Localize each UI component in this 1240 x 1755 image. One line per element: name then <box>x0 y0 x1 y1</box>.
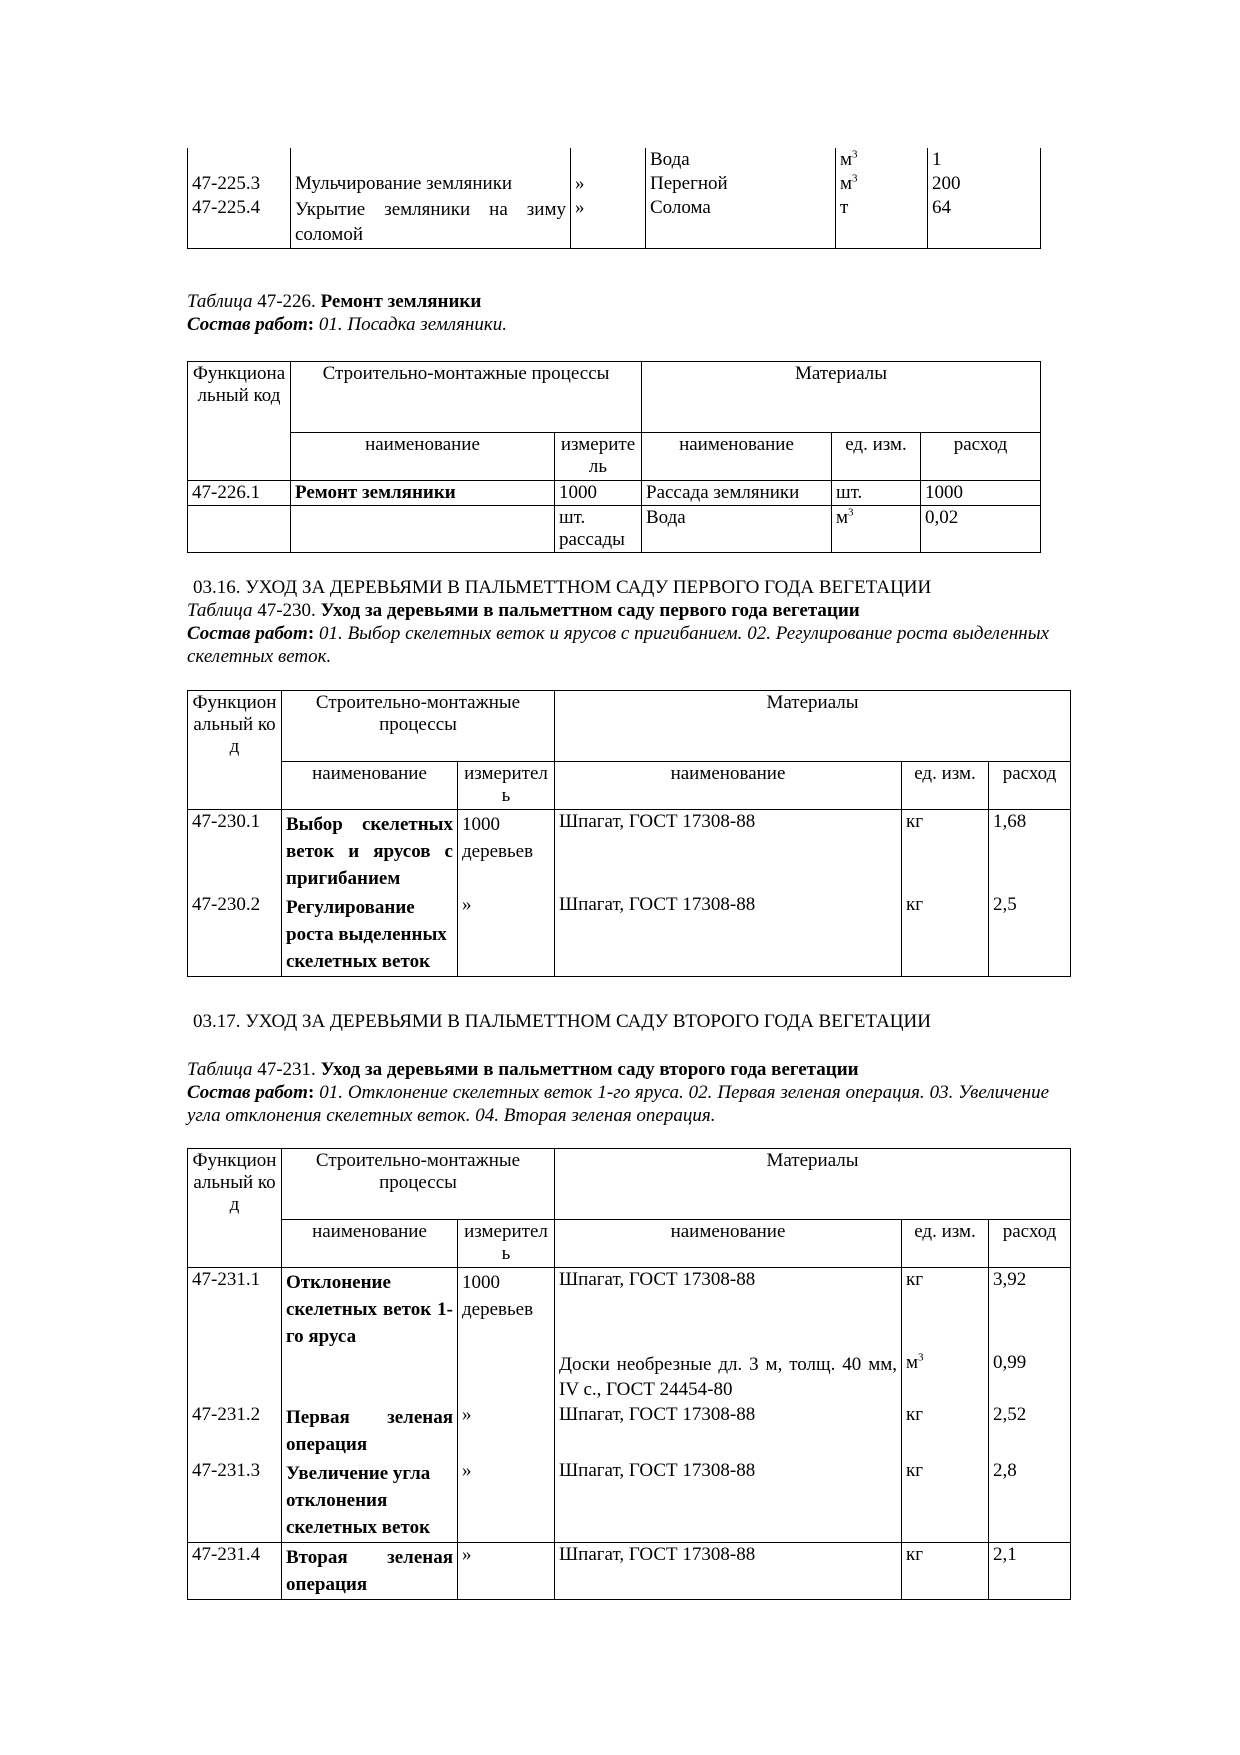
rate-cell: 1 <box>928 148 1041 172</box>
meter-cell: 1000 деревьев <box>458 1268 555 1352</box>
unit-cell: кг <box>902 1268 989 1352</box>
header-unit: ед. изм. <box>902 1220 989 1268</box>
header-func-code: Функциональный код <box>188 362 291 481</box>
table-caption-47-230: Таблица 47-230. Уход за деревьями в пальметтном саду первого года вегетации Состав работ: 01. Выбор скелетных веток и ярусов с пригибанием. 02. Регулирование роста выделенных скелетных веток. <box>187 600 1050 667</box>
table-row <box>188 506 1041 553</box>
table-caption-47-231: Таблица 47-231. Уход за деревьями в пальметтном саду второго года вегетации Состав работ: 01. Отклонение скелетных веток 1-го яруса. 02. Первая зеленая операция. 03. Увеличение угла отклонения скелетных веток. 04. Вторая зеленая операция. <box>187 1059 1050 1126</box>
table-row <box>188 1543 1071 1600</box>
header-meter: измеритель <box>458 1220 555 1268</box>
name-cell <box>291 506 555 553</box>
material-cell: Шпагат, ГОСТ 17308-88 <box>555 1403 902 1459</box>
name-cell: Укрытие земляники на зиму соломой <box>291 196 571 249</box>
rate-cell: 2,5 <box>989 893 1071 977</box>
header-func-code: Функциональный код <box>188 1149 282 1268</box>
meter-cell: 1000 <box>555 481 642 506</box>
header-rate: расход <box>989 1220 1071 1268</box>
name-cell: Вторая зеленая операция <box>282 1543 458 1600</box>
header-unit: ед. изм. <box>902 762 989 810</box>
name-cell: Отклонение скелетных веток 1-го яруса <box>282 1268 458 1352</box>
material-cell: Солома <box>646 196 836 249</box>
header-meter: измеритель <box>458 762 555 810</box>
table-header-row <box>188 691 1071 762</box>
code-cell: 47-230.1 <box>188 810 282 894</box>
header-unit: ед. изм. <box>832 433 921 481</box>
table-row <box>188 148 1041 172</box>
meter-cell: » <box>458 1459 555 1543</box>
rate-cell: 2,8 <box>989 1459 1071 1543</box>
code-cell <box>188 1351 282 1403</box>
meter-cell: 1000 деревьев <box>458 810 555 894</box>
name-cell: Мульчирование земляники <box>291 172 571 196</box>
code-cell: 47-231.2 <box>188 1403 282 1459</box>
header-rate: расход <box>921 433 1041 481</box>
name-cell <box>282 1351 458 1403</box>
unit-cell: $м^3$ <box>832 506 921 553</box>
meter-cell: » <box>458 893 555 977</box>
meter-cell <box>571 148 646 172</box>
unit-cell: $м^3$ <box>836 172 928 196</box>
table-subheader-row <box>188 762 1071 810</box>
table-row <box>188 893 1071 977</box>
table-row <box>188 1351 1071 1403</box>
meter-cell: » <box>571 172 646 196</box>
table-row <box>188 1403 1071 1459</box>
code-cell: 47-231.4 <box>188 1543 282 1600</box>
header-func-code: Функциональный код <box>188 691 282 810</box>
name-cell: Первая зеленая операция <box>282 1403 458 1459</box>
unit-cell: кг <box>902 893 989 977</box>
code-cell: 47-230.2 <box>188 893 282 977</box>
table-caption-47-226: Таблица 47-226. Ремонт земляники Состав работ: 01. Посадка земляники. <box>187 291 507 335</box>
unit-cell: кг <box>902 1459 989 1543</box>
code-cell <box>188 506 291 553</box>
unit-cell: кг <box>902 810 989 894</box>
table-row <box>188 481 1041 506</box>
table-47-231 <box>187 1148 1071 1600</box>
unit-cell: $м^3$ <box>836 148 928 172</box>
meter-cell <box>458 1351 555 1403</box>
material-cell: Вода <box>642 506 832 553</box>
name-cell: Ремонт земляники <box>291 481 555 506</box>
rate-cell: 1,68 <box>989 810 1071 894</box>
unit-cell: $м^3$ <box>902 1351 989 1403</box>
code-cell <box>188 148 291 172</box>
unit-cell: шт. <box>832 481 921 506</box>
material-cell: Вода <box>646 148 836 172</box>
material-cell: Шпагат, ГОСТ 17308-88 <box>555 893 902 977</box>
table-header-row <box>188 1149 1071 1220</box>
rate-cell: 200 <box>928 172 1041 196</box>
material-cell: Шпагат, ГОСТ 17308-88 <box>555 1543 902 1600</box>
rate-cell: 1000 <box>921 481 1041 506</box>
code-cell: 47-231.1 <box>188 1268 282 1352</box>
rate-cell: 3,92 <box>989 1268 1071 1352</box>
header-material-name: наименование <box>642 433 832 481</box>
table-subheader-row <box>188 433 1041 481</box>
table-subheader-row <box>188 1220 1071 1268</box>
header-name: наименование <box>282 762 458 810</box>
header-name: наименование <box>291 433 555 481</box>
code-cell: 47-231.3 <box>188 1459 282 1543</box>
meter-cell: » <box>458 1543 555 1600</box>
header-rate: расход <box>989 762 1071 810</box>
name-cell: Выбор скелетных веток и ярусов с пригибанием <box>282 810 458 894</box>
name-cell: Регулирование роста выделенных скелетных веток <box>282 893 458 977</box>
name-cell <box>291 148 571 172</box>
section-heading-03-17: 03.17. УХОД ЗА ДЕРЕВЬЯМИ В ПАЛЬМЕТТНОМ САДУ ВТОРОГО ГОДА ВЕГЕТАЦИИ <box>193 1011 931 1032</box>
header-material-name: наименование <box>555 762 902 810</box>
code-cell: 47-226.1 <box>188 481 291 506</box>
unit-cell: т <box>836 196 928 249</box>
rate-cell: 64 <box>928 196 1041 249</box>
material-cell: Шпагат, ГОСТ 17308-88 <box>555 810 902 894</box>
code-cell: 47-225.4 <box>188 196 291 249</box>
header-material-name: наименование <box>555 1220 902 1268</box>
meter-cell: шт. рассады <box>555 506 642 553</box>
rate-cell: 0,99 <box>989 1351 1071 1403</box>
table-47-230 <box>187 690 1071 977</box>
table-header-row <box>188 362 1041 433</box>
header-meter: измеритель <box>555 433 642 481</box>
code-cell: 47-225.3 <box>188 172 291 196</box>
material-cell: Доски необрезные дл. 3 м, толщ. 40 мм, IV с., ГОСТ 24454-80 <box>555 1351 902 1403</box>
rate-cell: 2,1 <box>989 1543 1071 1600</box>
header-processes: Строительно-монтажные процессы <box>282 691 555 762</box>
meter-cell: » <box>571 196 646 249</box>
material-cell: Перегной <box>646 172 836 196</box>
table-row <box>188 1459 1071 1543</box>
header-materials: Материалы <box>555 1149 1071 1220</box>
unit-cell: кг <box>902 1543 989 1600</box>
table-row <box>188 810 1071 894</box>
section-heading-03-16: 03.16. УХОД ЗА ДЕРЕВЬЯМИ В ПАЛЬМЕТТНОМ САДУ ПЕРВОГО ГОДА ВЕГЕТАЦИИ <box>193 577 932 598</box>
table-47-226 <box>187 361 1041 553</box>
table-47-225-continuation <box>187 148 1041 249</box>
header-processes: Строительно-монтажные процессы <box>291 362 642 433</box>
meter-cell: » <box>458 1403 555 1459</box>
name-cell: Увеличение угла отклонения скелетных веток <box>282 1459 458 1543</box>
header-materials: Материалы <box>555 691 1071 762</box>
table-row <box>188 1268 1071 1352</box>
header-processes: Строительно-монтажные процессы <box>282 1149 555 1220</box>
header-name: наименование <box>282 1220 458 1268</box>
header-materials: Материалы <box>642 362 1041 433</box>
table-row <box>188 172 1041 196</box>
rate-cell: 2,52 <box>989 1403 1071 1459</box>
table-row <box>188 196 1041 249</box>
material-cell: Шпагат, ГОСТ 17308-88 <box>555 1268 902 1352</box>
material-cell: Рассада земляники <box>642 481 832 506</box>
material-cell: Шпагат, ГОСТ 17308-88 <box>555 1459 902 1543</box>
rate-cell: 0,02 <box>921 506 1041 553</box>
unit-cell: кг <box>902 1403 989 1459</box>
